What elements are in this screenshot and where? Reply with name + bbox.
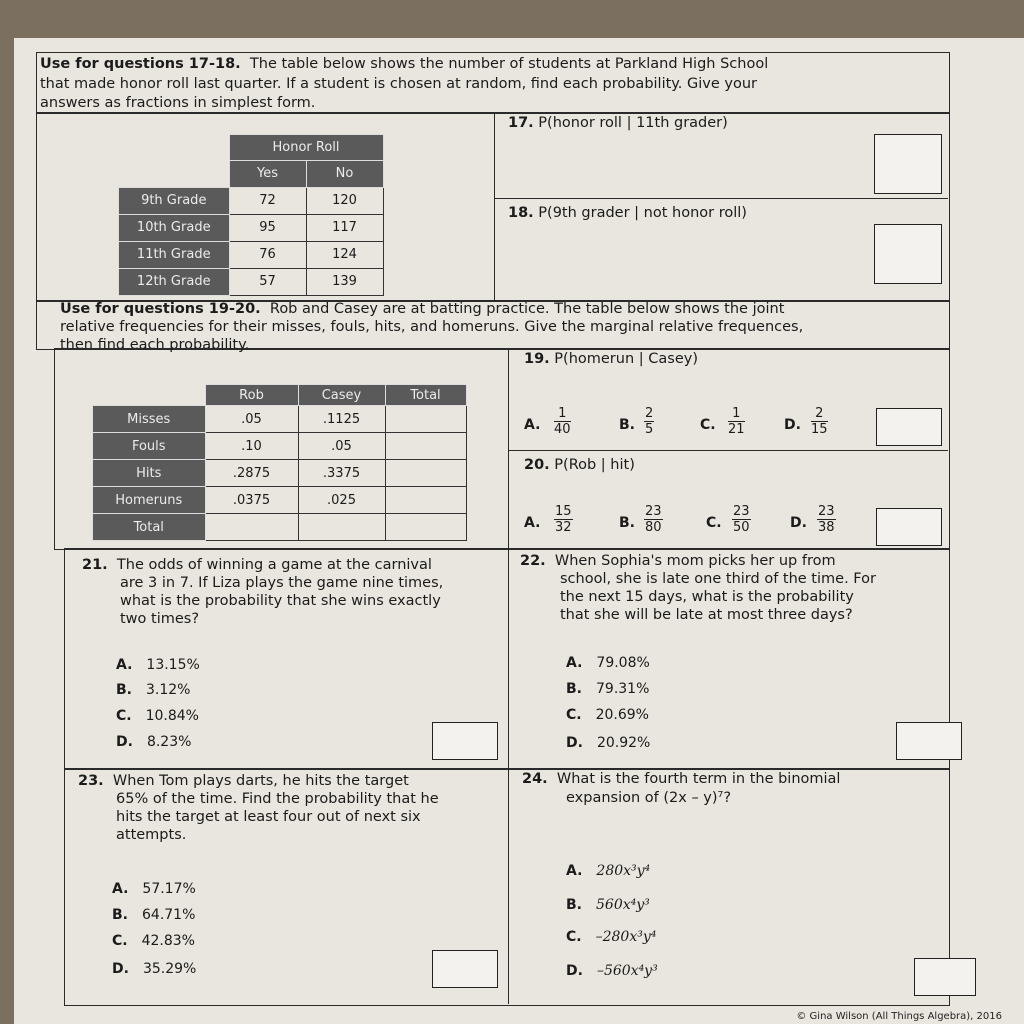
q22-option-b[interactable]: B. 79.31% xyxy=(566,681,650,697)
q23-option-d[interactable]: D. 35.29% xyxy=(112,961,197,977)
cell-value: 120 xyxy=(306,187,383,214)
col-casey: Casey xyxy=(298,385,385,406)
cell-value: .05 xyxy=(205,406,298,433)
cell-value: .025 xyxy=(298,487,385,514)
question-23-line2: 65% of the time. Find the probability that he xyxy=(116,791,439,807)
q19-option-d-fraction: $\frac{2}{15}$ xyxy=(811,406,828,437)
cell-total[interactable] xyxy=(298,514,385,541)
question-24-line2: expansion of (2x – y)⁷? xyxy=(566,790,732,806)
row-label: 11th Grade xyxy=(119,241,230,268)
intro-17-18-line1: Use for questions 17-18. The table below shows the number of students at Parkland High School xyxy=(40,56,769,72)
q20-option-c[interactable]: C. xyxy=(706,515,722,531)
q20-option-d-fraction: $\frac{23}{38}$ xyxy=(818,504,835,535)
question-22-line1: 22. When Sophia's mom picks her up from xyxy=(520,553,836,569)
q20-option-c-fraction: $\frac{23}{50}$ xyxy=(733,504,750,535)
q19-option-c-fraction: $\frac{1}{21}$ xyxy=(728,406,745,437)
q23-option-a[interactable]: A. 57.17% xyxy=(112,881,196,897)
honor-roll-table xyxy=(118,134,384,296)
row-label: 12th Grade xyxy=(119,268,230,295)
question-22-line3: the next 15 days, what is the probability xyxy=(560,589,854,605)
row-label: Total xyxy=(93,514,206,541)
intro-19-20-line1: Use for questions 19-20. Rob and Casey are at batting practice. The table below shows the joint xyxy=(60,301,785,317)
q19-option-a-fraction: $\frac{1}{40}$ xyxy=(554,406,571,437)
col-total: Total xyxy=(385,385,466,406)
q21-option-b[interactable]: B. 3.12% xyxy=(116,682,191,698)
answer-box-19[interactable] xyxy=(876,408,942,446)
q20-option-b-fraction: $\frac{23}{80}$ xyxy=(645,504,662,535)
q24-option-c[interactable]: C. –280x³y⁴ xyxy=(566,929,657,945)
q19-option-d[interactable]: D. xyxy=(784,417,801,433)
q22-option-a[interactable]: A. 79.08% xyxy=(566,655,650,671)
question-23-line3: hits the target at least four out of next six xyxy=(116,809,421,825)
cell-value: 124 xyxy=(306,241,383,268)
row-label: Hits xyxy=(93,460,206,487)
q24-option-a[interactable]: A. 280x³y⁴ xyxy=(566,863,651,879)
q21-option-d[interactable]: D. 8.23% xyxy=(116,734,192,750)
q24-option-d[interactable]: D. –560x⁴y³ xyxy=(566,963,658,979)
q22-option-d[interactable]: D. 20.92% xyxy=(566,735,651,751)
q20-option-a-fraction: $\frac{15}{32}$ xyxy=(555,504,572,535)
row-label: Fouls xyxy=(93,433,206,460)
answer-box-23[interactable] xyxy=(432,950,498,988)
q23-option-b[interactable]: B. 64.71% xyxy=(112,907,196,923)
question-22-line4: that she will be late at most three days? xyxy=(560,607,853,623)
question-21-line2: are 3 in 7. If Liza plays the game nine times, xyxy=(120,575,444,591)
question-21-line1: 21. The odds of winning a game at the carnival xyxy=(82,557,432,573)
cell-value: 95 xyxy=(229,214,306,241)
cell-value: 72 xyxy=(229,187,306,214)
cell-value: .3375 xyxy=(298,460,385,487)
q20-option-d[interactable]: D. xyxy=(790,515,807,531)
cell-value: 57 xyxy=(229,268,306,295)
answer-box-24[interactable] xyxy=(914,958,976,996)
cell-total[interactable] xyxy=(205,514,298,541)
cell-total[interactable] xyxy=(385,406,466,433)
q20-option-a[interactable]: A. xyxy=(524,515,541,531)
cell-value: .05 xyxy=(298,433,385,460)
cell-value: .2875 xyxy=(205,460,298,487)
q21-option-c[interactable]: C. 10.84% xyxy=(116,708,199,724)
divider-23-24 xyxy=(508,768,509,1004)
question-24-line1: 24. What is the fourth term in the binomial xyxy=(522,771,841,787)
cell-value: 117 xyxy=(306,214,383,241)
intro-19-20-line3: then find each probability. xyxy=(60,337,250,353)
row-label: Misses xyxy=(93,406,206,433)
cell-total[interactable] xyxy=(385,514,466,541)
cell-total[interactable] xyxy=(385,433,466,460)
divider-q19-q20 xyxy=(508,450,948,451)
row-label: Homeruns xyxy=(93,487,206,514)
question-17: 17. P(honor roll | 11th grader) xyxy=(508,115,728,131)
col-yes: Yes xyxy=(229,161,306,188)
q19-option-b[interactable]: B. xyxy=(619,417,635,433)
question-22-line2: school, she is late one third of the time. For xyxy=(560,571,876,587)
cell-value: .1125 xyxy=(298,406,385,433)
copyright-footer: © Gina Wilson (All Things Algebra), 2016 xyxy=(796,1011,1002,1022)
question-18: 18. P(9th grader | not honor roll) xyxy=(508,205,747,221)
q23-option-c[interactable]: C. 42.83% xyxy=(112,933,195,949)
answer-box-17[interactable] xyxy=(874,134,942,194)
cell-total[interactable] xyxy=(385,460,466,487)
question-21-line3: what is the probability that she wins exactly xyxy=(120,593,441,609)
cell-value: 139 xyxy=(306,268,383,295)
q20-option-b[interactable]: B. xyxy=(619,515,635,531)
intro-19-20-line2: relative frequencies for their misses, fouls, hits, and homeruns. Give the marginal relative frequences, xyxy=(60,319,804,335)
q19-option-a[interactable]: A. xyxy=(524,417,541,433)
cell-value: 76 xyxy=(229,241,306,268)
intro-17-18-line3: answers as fractions in simplest form. xyxy=(40,95,316,111)
row-label: 9th Grade xyxy=(119,187,230,214)
divider-17-18 xyxy=(494,112,495,300)
col-no: No xyxy=(306,161,383,188)
worksheet-page xyxy=(14,38,1024,1024)
divider-q17-q18 xyxy=(494,198,948,199)
q24-option-b[interactable]: B. 560x⁴y³ xyxy=(566,897,650,913)
answer-box-21[interactable] xyxy=(432,722,498,760)
answer-box-18[interactable] xyxy=(874,224,942,284)
question-23-line4: attempts. xyxy=(116,827,187,843)
cell-total[interactable] xyxy=(385,487,466,514)
answer-box-20[interactable] xyxy=(876,508,942,546)
answer-box-22[interactable] xyxy=(896,722,962,760)
batting-table xyxy=(92,384,467,541)
col-rob: Rob xyxy=(205,385,298,406)
question-19: 19. P(homerun | Casey) xyxy=(524,351,698,367)
q22-option-c[interactable]: C. 20.69% xyxy=(566,707,649,723)
q19-option-b-fraction: $\frac{2}{5}$ xyxy=(645,406,654,437)
q21-option-a[interactable]: A. 13.15% xyxy=(116,657,200,673)
row-label: 10th Grade xyxy=(119,214,230,241)
cell-value: .10 xyxy=(205,433,298,460)
honor-roll-header: Honor Roll xyxy=(229,135,383,161)
intro-17-18-line2: that made honor roll last quarter. If a student is chosen at random, find each probability. Give your xyxy=(40,76,757,92)
question-23-line1: 23. When Tom plays darts, he hits the target xyxy=(78,773,409,789)
q19-option-c[interactable]: C. xyxy=(700,417,716,433)
divider-21-22 xyxy=(508,548,509,768)
question-20: 20. P(Rob | hit) xyxy=(524,457,635,473)
cell-value: .0375 xyxy=(205,487,298,514)
question-21-line4: two times? xyxy=(120,611,200,627)
divider-19-20 xyxy=(508,348,509,548)
